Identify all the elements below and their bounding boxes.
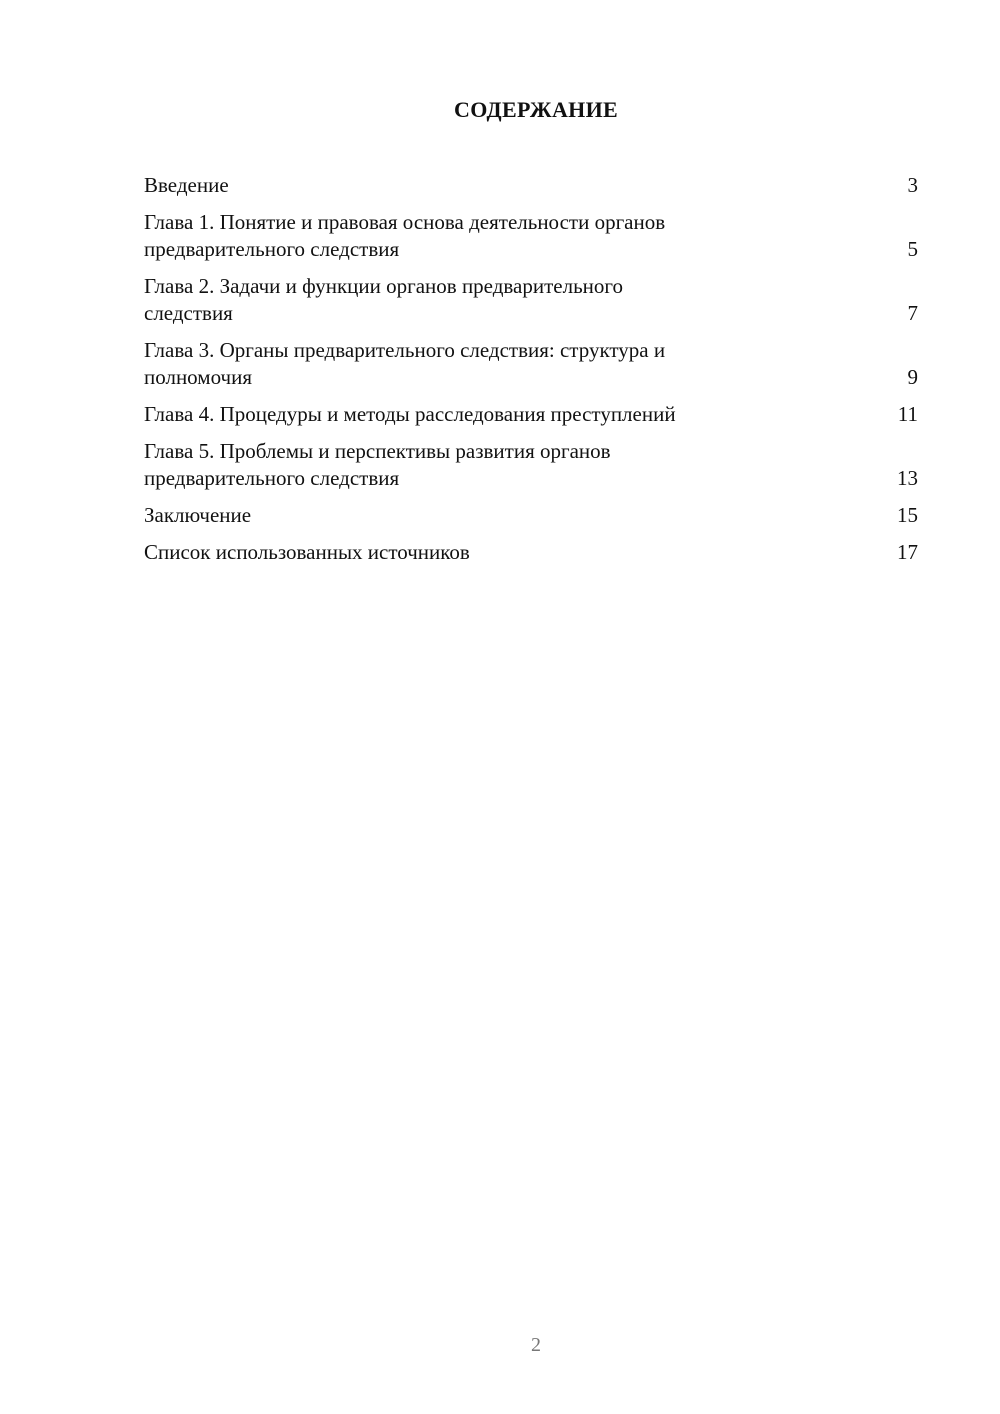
toc-entry-introduction[interactable] [144, 172, 918, 199]
toc-entry-chapter-4[interactable] [144, 401, 918, 428]
toc-entry-page: 11 [897, 402, 918, 426]
toc-entry-text: Заключение [144, 503, 252, 527]
toc-entry-page: 3 [907, 173, 918, 197]
toc-entry-references[interactable] [144, 539, 918, 566]
toc-entry-page: 17 [897, 540, 918, 564]
toc-entry-chapter-3[interactable] [144, 337, 918, 391]
toc-entry-conclusion[interactable] [144, 502, 918, 529]
toc-entry-text: Глава 1. Понятие и правовая основа деятельности органов предварительного следствия [144, 210, 666, 261]
toc-entry-page: 9 [907, 365, 918, 389]
page-title: СОДЕРЖАНИЕ [454, 97, 618, 122]
toc-entry-text: Глава 4. Процедуры и методы расследования преступлений [144, 402, 676, 426]
toc-entry-text: Глава 5. Проблемы и перспективы развития органов предварительного следствия [144, 439, 611, 490]
toc-entry-text: Список использованных источников [144, 540, 470, 564]
table-of-contents [144, 172, 918, 576]
page-number: 2 [531, 1334, 541, 1356]
toc-entry-chapter-5[interactable] [144, 438, 918, 492]
toc-entry-text: Введение [144, 173, 229, 197]
toc-entry-page: 13 [897, 466, 918, 490]
toc-entry-page: 5 [907, 237, 918, 261]
toc-entry-text: Глава 3. Органы предварительного следствия: структура и полномочия [144, 338, 666, 389]
toc-entry-chapter-2[interactable] [144, 273, 918, 327]
toc-entry-page: 15 [897, 503, 918, 527]
toc-entry-chapter-1[interactable] [144, 209, 918, 263]
toc-entry-page: 7 [907, 301, 918, 325]
toc-entry-text: Глава 2. Задачи и функции органов предварительного следствия [144, 274, 623, 325]
